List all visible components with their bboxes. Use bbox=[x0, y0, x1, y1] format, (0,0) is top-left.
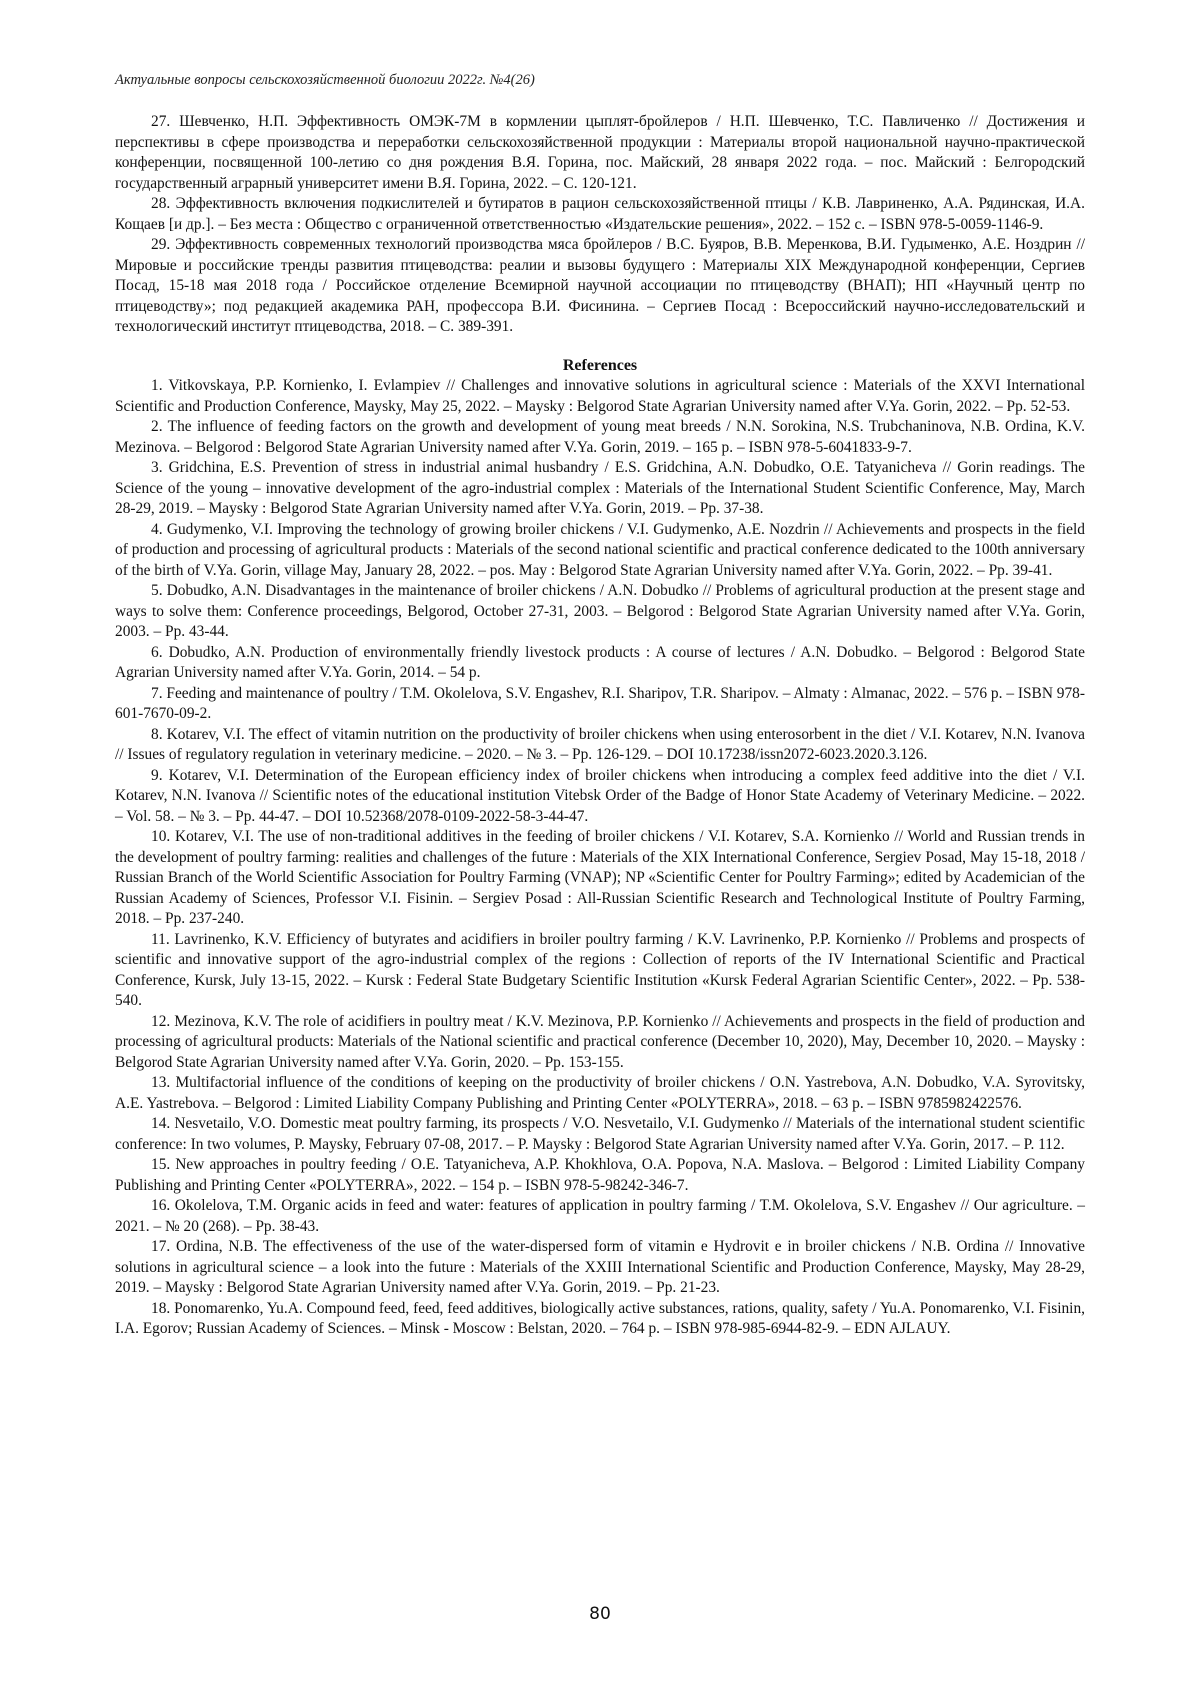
reference-entry-13: 13. Multifactorial influence of the conditions of keeping on the productivity of broiler chickens / O.N. Yastrebova, A.N. Dobudko, V.A. Syrovitsky, A.E. Yastrebova. – Belgorod : Limited Liability Company Publishing and Printing Center «POLYTERRA», 2018. – 63 p. – ISBN 9785982422576. bbox=[115, 1074, 1085, 1112]
reference-entry-7: 7. Feeding and maintenance of poultry / T.M. Okolelova, S.V. Engashev, R.I. Sharipov, T.R. Sharipov. – Almaty : Almanac, 2022. – 576 p. – ISBN 978-601-7670-09-2. bbox=[115, 684, 1085, 722]
reference-entry-1: 1. Vitkovskaya, P.P. Kornienko, I. Evlampiev // Challenges and innovative solutions in agricultural science : Materials of the XXVI International Scientific and Production Conference, Maysky, May 25, 2022. – Maysky : Belgorod State Agrarian University named after V.Ya. Gorin, 2022. – Pp. 52-53. bbox=[115, 377, 1085, 415]
reference-entry-8: 8. Kotarev, V.I. The effect of vitamin nutrition on the productivity of broiler chickens when using enterosorbent in the diet / V.I. Kotarev, N.N. Ivanova // Issues of regulatory regulation in veterinary medicine. – 2020. – № 3. – Pp. 126-129. – DOI 10.17238/issn2072-6023.2020.3.126. bbox=[115, 725, 1085, 763]
reference-entry-2: 2. The influence of feeding factors on the growth and development of young meat breeds / N.N. Sorokina, N.S. Trubchaninova, N.B. Ordina, K.V. Mezinova. – Belgorod : Belgorod State Agrarian University named after V.Ya. Gorin, 2019. – 165 p. – ISBN 978-5-6041833-9-7. bbox=[115, 418, 1085, 456]
page-number: 80 bbox=[589, 1604, 611, 1624]
reference-entry-ru-27: 27. Шевченко, Н.П. Эффективность ОМЭК-7М в кормлении цыплят-бройлеров / Н.П. Шевченко, Т.С. Павличенко // Достижения и перспективы в сфере производства и переработки сельскохозяйственной продукции : Материалы второй национальной научно-практической конференции, посвященной 100-летию со дня рождения В.Я. Горина, пос. Майский, 28 января 2022 года. – пос. Майский : Белгородский государственный аграрный университет имени В.Я. Горина, 2022. – С. 120-121. bbox=[115, 113, 1085, 192]
reference-entry-4: 4. Gudymenko, V.I. Improving the technology of growing broiler chickens / V.I. Gudymenko, A.E. Nozdrin // Achievements and prospects in the field of production and processing of agricultural products : Materials of the second national scientific and practical conference dedicated to the 100th anniversary of the birth of V.Ya. Gorin, village May, January 28, 2022. – pos. May : Belgorod State Agrarian University named after V.Ya. Gorin, 2022. – Pp. 39-41. bbox=[115, 520, 1085, 579]
english-reference-list bbox=[115, 376, 1085, 1340]
reference-entry-9: 9. Kotarev, V.I. Determination of the European efficiency index of broiler chickens when introducing a complex feed additive into the diet / V.I. Kotarev, N.N. Ivanova // Scientific notes of the educational institution Vitebsk Order of the Badge of Honor State Academy of Veterinary Medicine. – 2022. – Vol. 58. – № 3. – Pp. 44-47. – DOI 10.52368/2078-0109-2022-58-3-44-47. bbox=[115, 766, 1085, 825]
reference-entry-16: 16. Okolelova, T.M. Organic acids in feed and water: features of application in poultry farming / T.M. Okolelova, S.V. Engashev // Our agriculture. – 2021. – № 20 (268). – Pp. 38-43. bbox=[115, 1197, 1085, 1235]
reference-entry-17: 17. Ordina, N.B. The effectiveness of the use of the water-dispersed form of vitamin e Hydrovit e in broiler chickens / N.B. Ordina // Innovative solutions in agricultural science – a look into the future : Materials of the XXIII International Scientific and Production Conference, Maysky, May 28-29, 2019. – Maysky : Belgorod State Agrarian University named after V.Ya. Gorin, 2019. – Pp. 21-23. bbox=[115, 1238, 1085, 1296]
reference-entry-6: 6. Dobudko, A.N. Production of environmentally friendly livestock products : A course of lectures / A.N. Dobudko. – Belgorod : Belgorod State Agrarian University named after V.Ya. Gorin, 2014. – 54 p. bbox=[115, 643, 1085, 681]
reference-entry-12: 12. Mezinova, K.V. The role of acidifiers in poultry meat / K.V. Mezinova, P.P. Kornienko // Achievements and prospects in the field of production and processing of agricultural products: Materials of the National scientific and practical conference (December 10, 2020), May, December 10, 2020. – Maysky : Belgorod State Agrarian University named after V.Ya. Gorin, 2020. – Pp. 153-155. bbox=[115, 1012, 1085, 1071]
reference-entry-5: 5. Dobudko, A.N. Disadvantages in the maintenance of broiler chickens / A.N. Dobudko // Problems of agricultural production at the present stage and ways to solve them: Conference proceedings, Belgorod, October 27-31, 2003. – Belgorod : Belgorod State Agrarian University named after V.Ya. Gorin, 2003. – Pp. 43-44. bbox=[115, 582, 1085, 640]
reference-entry-ru-29: 29. Эффективность современных технологий производства мяса бройлеров / В.С. Буяров, В.В. Меренкова, В.И. Гудыменко, А.Е. Ноздрин // Мировые и российские тренды развития птицеводства: реалии и вызовы будущего : Материалы XIX Международной конференции, Сергиев Посад, 15-18 мая 2018 года / Российское отделение Всемирной научной ассоциации по птицеводству (ВНАП); НП «Научный центр по птицеводству»; под редакцией академика РАН, профессора В.И. Фисинина. – Сергиев Посад : Всероссийский научно-исследовательский и технологический институт птицеводства, 2018. – С. 389-391. bbox=[115, 236, 1085, 335]
reference-entry-ru-28: 28. Эффективность включения подкислителей и бутиратов в рацион сельскохозяйственной птицы / К.В. Лавриненко, А.А. Рядинская, И.А. Кощаев [и др.]. – Без места : Общество с ограниченной ответственностью «Издательские решения», 2022. – 152 с. – ISBN 978-5-0059-1146-9. bbox=[115, 195, 1085, 233]
reference-entry-18: 18. Ponomarenko, Yu.A. Compound feed, feed, feed additives, biologically active substances, rations, quality, safety / Yu.A. Ponomarenko, V.I. Fisinin, I.A. Egorov; Russian Academy of Sciences. – Minsk - Moscow : Belstan, 2020. – 764 p. – ISBN 978-985-6944-82-9. – EDN AJLAUY. bbox=[115, 1299, 1085, 1337]
reference-entry-15: 15. New approaches in poultry feeding / O.E. Tatyanicheva, A.P. Khokhlova, O.A. Popova, N.A. Maslova. – Belgorod : Limited Liability Company Publishing and Printing Center «POLYTERRA», 2022. – 154 p. – ISBN 978-5-98242-346-7. bbox=[115, 1156, 1085, 1194]
page-body bbox=[115, 112, 1085, 1340]
reference-entry-14: 14. Nesvetailo, V.O. Domestic meat poultry farming, its prospects / V.O. Nesvetailo, V.I. Gudymenko // Materials of the international student scientific conference: In two volumes, P. Maysky, February 07-08, 2017. – P. Maysky : Belgorod State Agrarian University named after V.Ya. Gorin, 2017. – P. 112. bbox=[115, 1115, 1085, 1153]
russian-reference-list bbox=[115, 112, 1085, 338]
reference-entry-11: 11. Lavrinenko, K.V. Efficiency of butyrates and acidifiers in broiler poultry farming / K.V. Lavrinenko, P.P. Kornienko // Problems and prospects of scientific and innovative support of the agro-industrial complex of the regions : Collection of reports of the IV International Scientific and Practical Conference, Kursk, July 13-15, 2022. – Kursk : Federal State Budgetary Scientific Institution «Kursk Federal Agrarian Scientific Center», 2022. – Pp. 538-540. bbox=[115, 930, 1085, 1009]
references-heading: References bbox=[562, 356, 638, 374]
running-header: Актуальные вопросы сельскохозяйственной биологии 2022г. №4(26) bbox=[115, 72, 535, 88]
reference-entry-10: 10. Kotarev, V.I. The use of non-traditional additives in the feeding of broiler chickens / V.I. Kotarev, S.A. Kornienko // World and Russian trends in the development of poultry farming: realities and challenges of the future : Materials of the XIX International Conference, Sergiev Posad, May 15-18, 2018 / Russian Branch of the World Scientific Association for Poultry Farming (VNAP); NP «Scientific Center for Poultry Farming»; edited by Academician of the Russian Academy of Sciences, Professor V.I. Fisinin. – Sergiev Posad : All-Russian Scientific Research and Technological Institute of Poultry Farming, 2018. – Pp. 237-240. bbox=[115, 828, 1085, 927]
reference-entry-3: 3. Gridchina, E.S. Prevention of stress in industrial animal husbandry / E.S. Gridchina, A.N. Dobudko, O.E. Tatyanicheva // Gorin readings. The Science of the young – innovative development of the agro-industrial complex : Materials of the International Student Scientific Conference, May, March 28-29, 2019. – Maysky : Belgorod State Agrarian University named after V.Ya. Gorin, 2019. – Pp. 37-38. bbox=[115, 459, 1085, 517]
